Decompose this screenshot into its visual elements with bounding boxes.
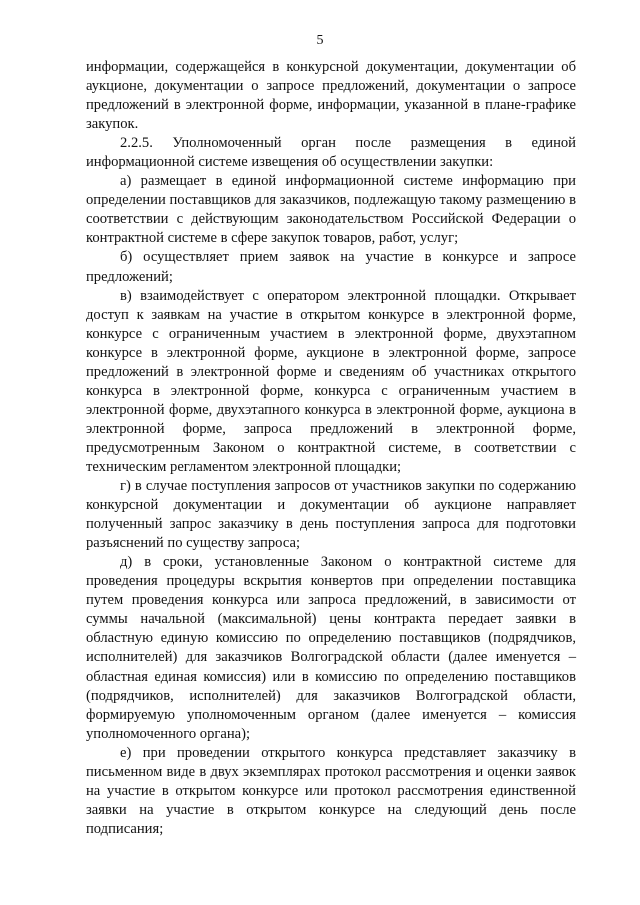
- paragraph-clause-2-2-5: 2.2.5. Уполномоченный орган после размещения в единой информационной системе извещения об осуществлении закупки:: [86, 135, 576, 171]
- document-body: [86, 58, 576, 839]
- paragraph-item-v: в) взаимодействует с оператором электронной площадки. Открывает доступ к заявкам на участие в открытом конкурсе в электронной форме, конкурсе с ограниченным участием в электронной форме, двухэтапном конкурсе в электронной форме, аукционе в электронной форме, запросе предложений в электронной форме и сведениям об участниках открытого конкурса в электронной форме, конкурса с ограниченным участием в электронной форме, двухэтапного конкурса в электронной форме, аукциона в электронной форме, запроса предложений в электронной форме, предусмотренным Законом о контрактной системе, в соответствии с техническим регламентом электронной площадки;: [86, 287, 576, 475]
- paragraph-item-a: а) размещает в единой информационной системе информацию при определении поставщиков для заказчиков, подлежащую такому размещению в соответствии с действующим законодательством Российской Федерации о контрактной системе в сфере закупок товаров, работ, услуг;: [86, 173, 576, 247]
- paragraph-item-g: г) в случае поступления запросов от участников закупки по содержанию конкурсной документации и документации об аукционе направляет полученный запрос заказчику в день поступления запроса для подготовки разъяснений по существу запроса;: [86, 478, 576, 552]
- paragraph-item-b: б) осуществляет прием заявок на участие в конкурсе и запросе предложений;: [86, 249, 576, 285]
- paragraph-item-e: е) при проведении открытого конкурса представляет заказчику в письменном виде в двух экземплярах протокол рассмотрения и оценки заявок на участие в открытом конкурсе или протокол рассмотрения единственной заявки на участие в открытом конкурсе на следующий день после подписания;: [86, 744, 576, 837]
- page-number: 5: [316, 33, 324, 48]
- paragraph-continuation: информации, содержащейся в конкурсной документации, документации об аукционе, документации о запросе предложений, документации о запросе предложений в электронной форме, информации, указанной в плане-графике закупок.: [86, 59, 576, 133]
- paragraph-item-d: д) в сроки, установленные Законом о контрактной системе для проведения процедуры вскрытия конвертов при определении поставщика путем проведения конкурса или запроса предложений, в зависимости от суммы начальной (максимальной) цены контракта передает заявки в областную единую комиссию по определению поставщиков (подрядчиков, исполнителей) для заказчиков Волгоградской области (далее именуется – областная единая комиссия) или в комиссию по определению поставщиков (подрядчиков, исполнителей) для заказчиков Волгоградской области, формируемую уполномоченным органом (далее именуется – комиссия уполномоченного органа);: [86, 554, 576, 742]
